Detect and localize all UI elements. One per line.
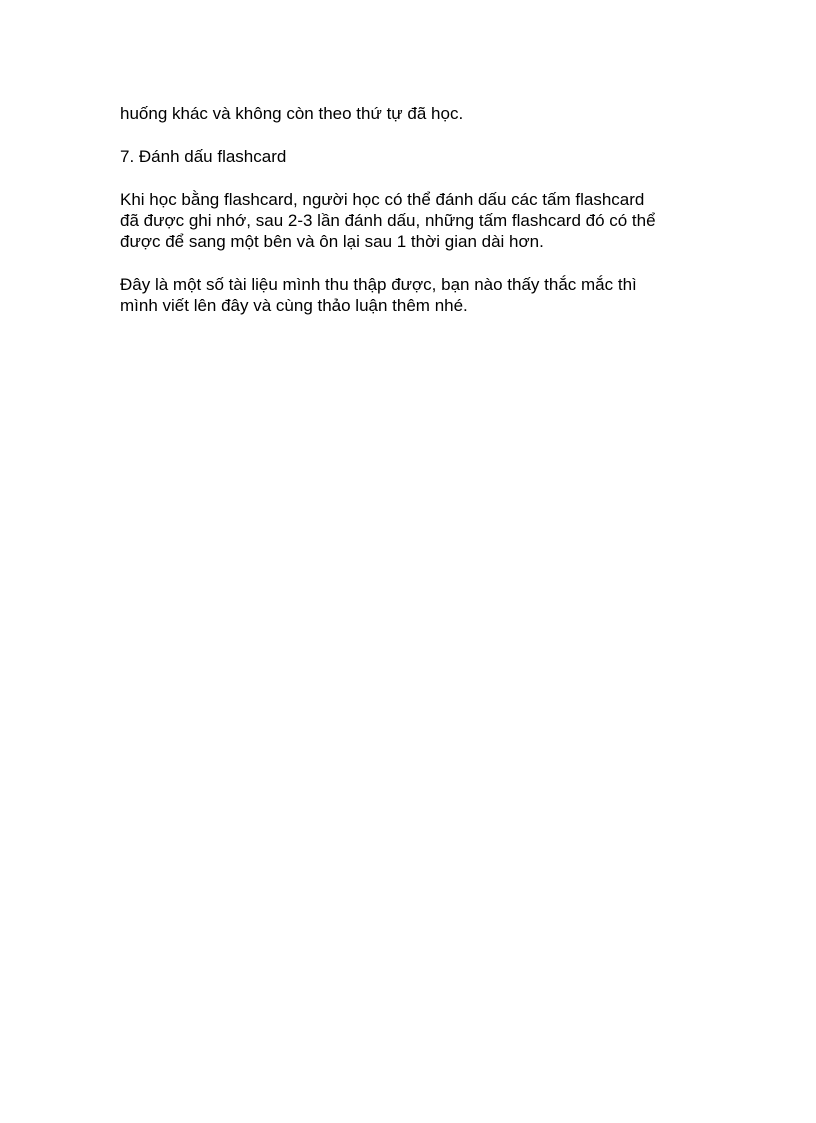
document-body <box>120 103 720 338</box>
continuation-paragraph <box>120 103 720 124</box>
section-heading <box>120 146 720 167</box>
heading-text: 7. Đánh dấu flashcard <box>120 147 287 166</box>
text-line: mình viết lên đây và cùng thảo luận thêm nhé. <box>120 296 468 315</box>
body-paragraph-2 <box>120 274 720 316</box>
body-paragraph-1 <box>120 189 720 252</box>
text-line: được để sang một bên và ôn lại sau 1 thời gian dài hơn. <box>120 232 544 251</box>
text-line: huống khác và không còn theo thứ tự đã học. <box>120 104 464 123</box>
text-line: Khi học bằng flashcard, người học có thể đánh dấu các tấm flashcard <box>120 190 645 209</box>
text-line: Đây là một số tài liệu mình thu thập được, bạn nào thấy thắc mắc thì <box>120 275 637 294</box>
text-line: đã được ghi nhớ, sau 2-3 lần đánh dấu, những tấm flashcard đó có thể <box>120 211 656 230</box>
